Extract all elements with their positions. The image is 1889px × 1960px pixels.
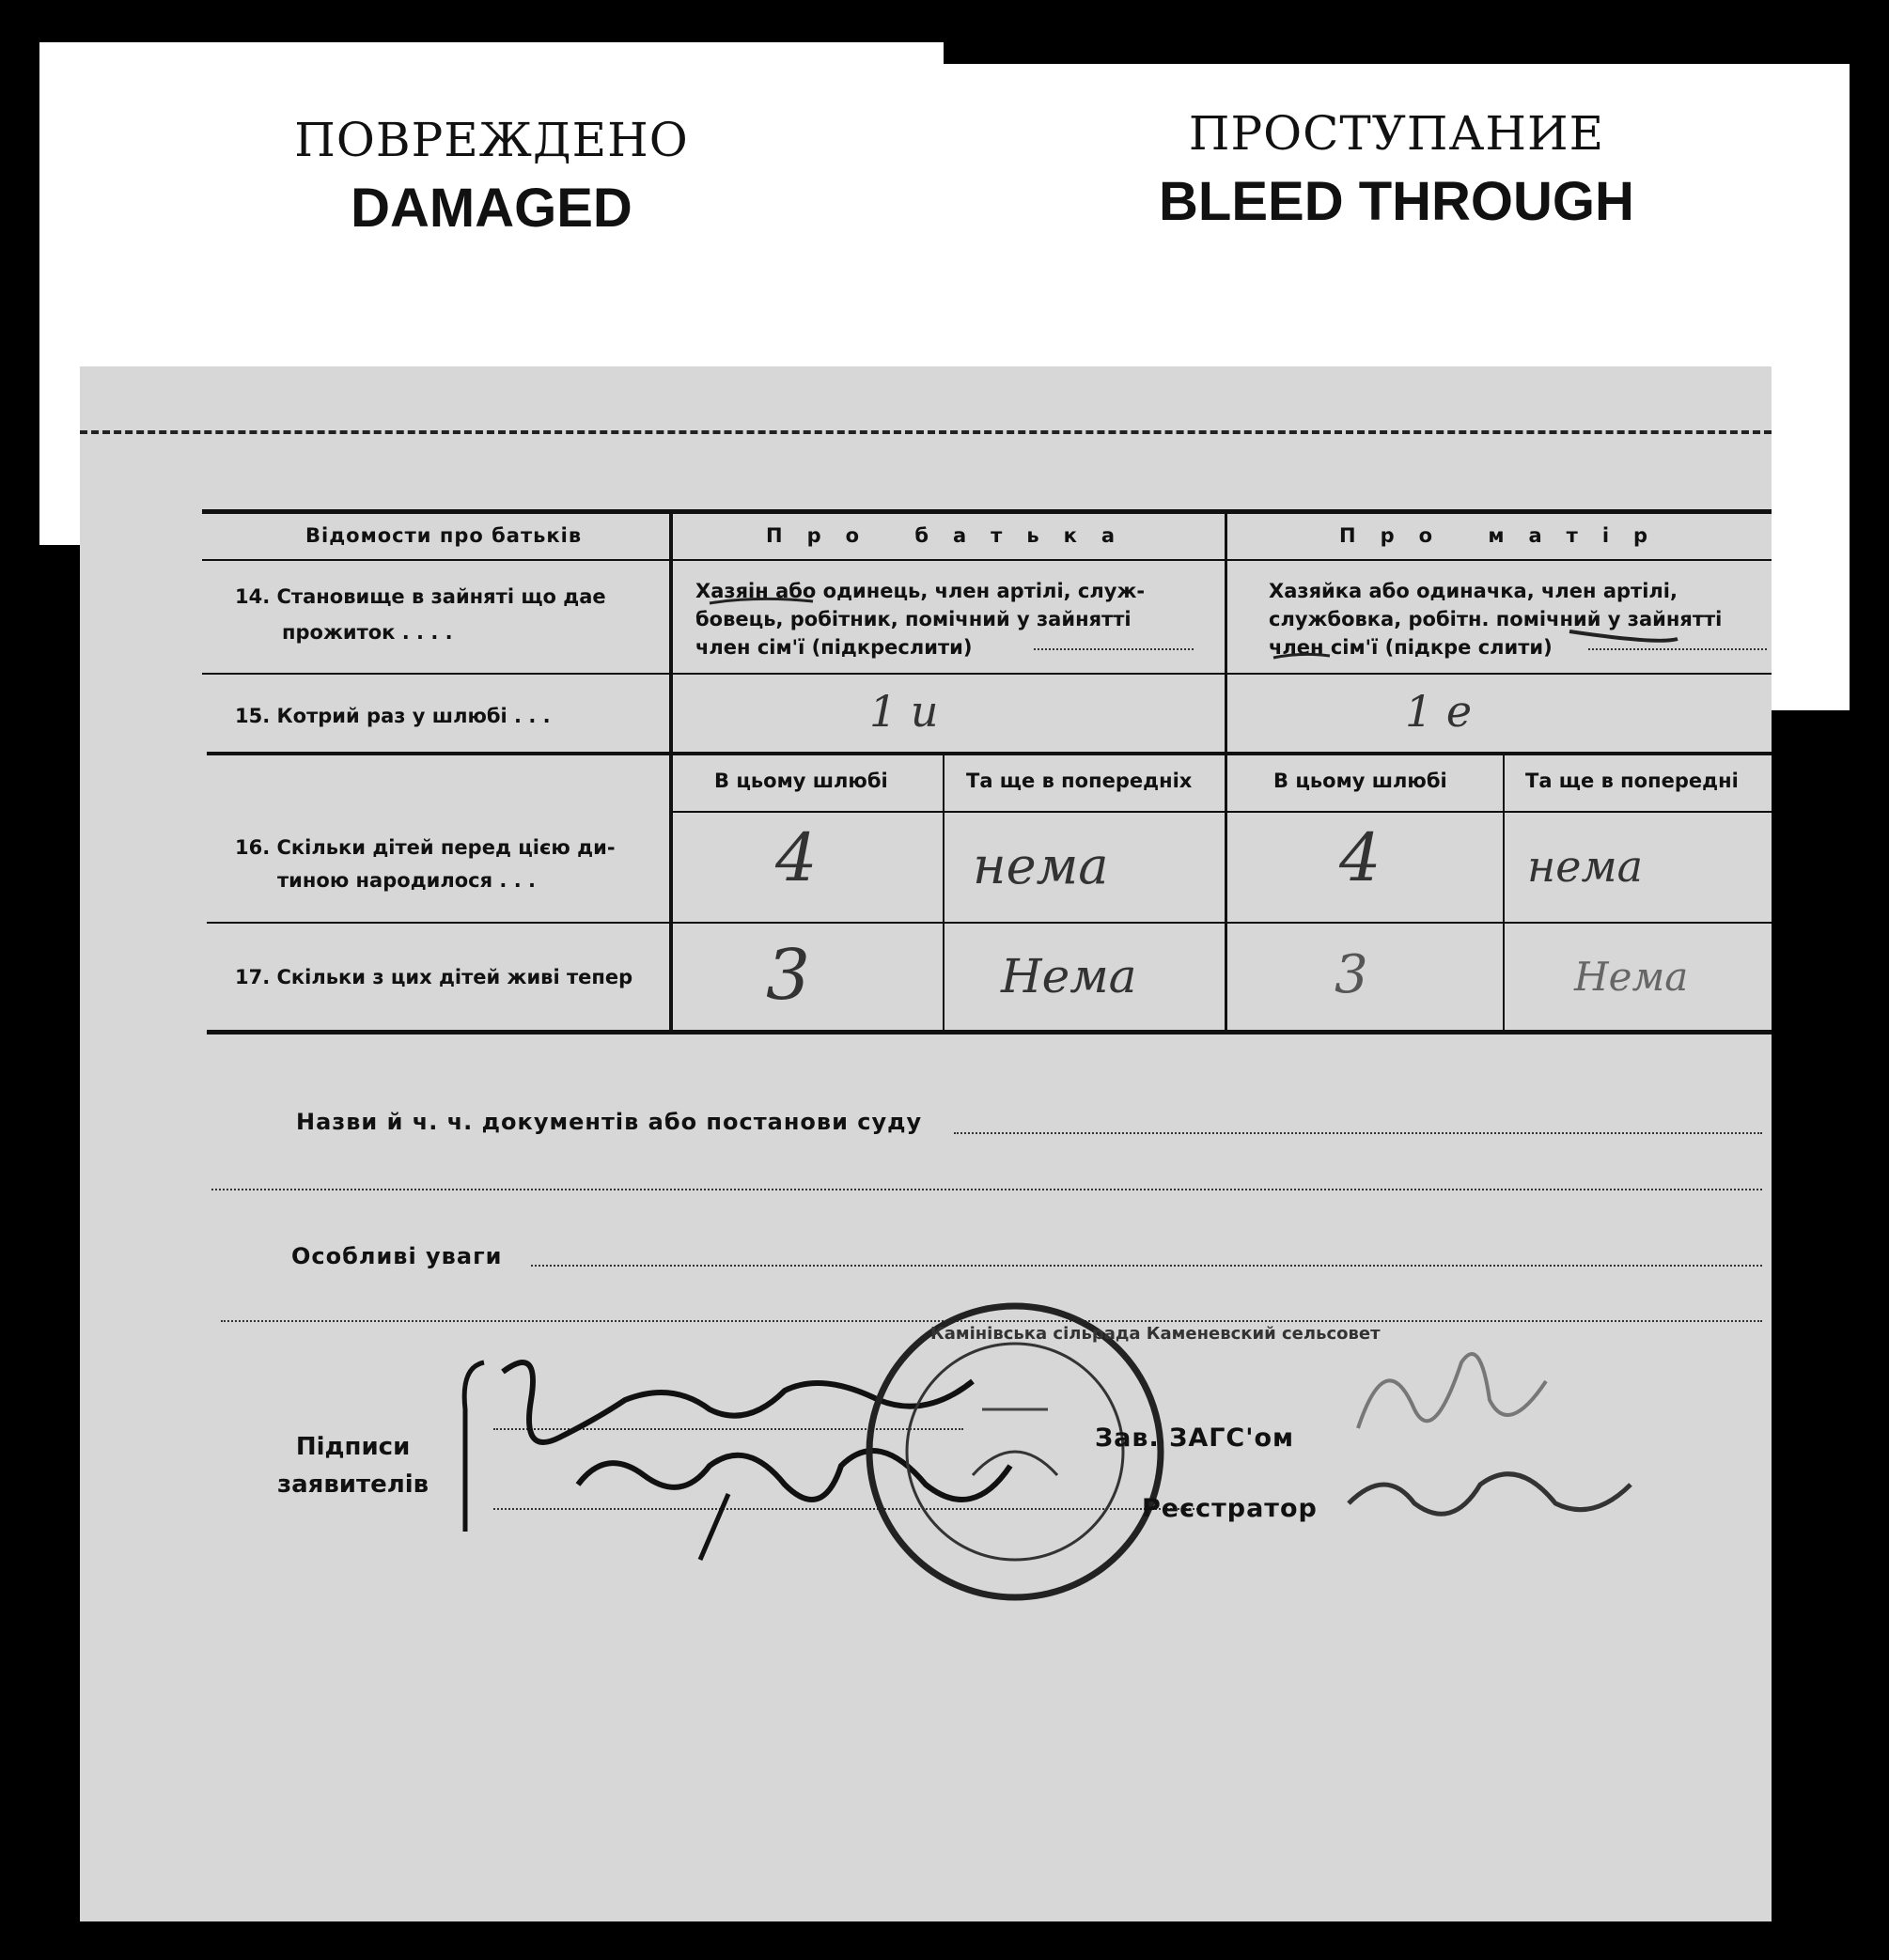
subheader-mother-this-marriage: В цьому шлюбі — [1273, 770, 1447, 792]
header-parents-info: Відомости про батьків — [305, 524, 583, 547]
row14-label-line1: 14. Становище в зайняті що дае — [235, 585, 606, 608]
row14-father-line3: член сім'ї (підкреслити) — [695, 636, 973, 659]
registrar-label: Реєстратор — [1142, 1494, 1318, 1523]
row14-father-line2: бовець, робітник, помічний у зайнятті — [695, 608, 1132, 630]
row14-mother-line2: службовка, робітн. помічний у зайнятті — [1269, 608, 1723, 630]
row14-mother-line1: Хазяйка або одиначка, член артілі, — [1269, 580, 1678, 602]
row17-father-previous: Нема — [1001, 949, 1137, 1003]
signatures-label — [277, 1428, 429, 1503]
row16-father-this: 4 — [775, 819, 818, 896]
row16-father-previous: нема — [973, 836, 1109, 895]
row17-mother-this: 3 — [1335, 944, 1368, 1005]
row15-father-value: 1 и — [869, 686, 939, 737]
row16-label-line1: 16. Скільки дітей перед цією ди- — [235, 836, 616, 859]
documents-dots-2 — [211, 1189, 1762, 1190]
col-divider-3 — [943, 752, 944, 1033]
official-signatures-handwriting — [1330, 1325, 1725, 1532]
stamp-text: Камінівська сільрада Каменевский сельсовет — [930, 1324, 1381, 1344]
notes-label: Особливі уваги — [291, 1243, 503, 1269]
documents-dots-1 — [954, 1132, 1762, 1134]
subheader-father-previous: Та ще в попередніх — [966, 770, 1193, 792]
table-bottom-rule — [207, 1030, 1772, 1034]
row17-mother-previous: Нема — [1574, 954, 1689, 1000]
damaged-label-en: DAMAGED — [351, 178, 632, 239]
row14-father-line1: Хазяін або одинець, член артілі, служ- — [695, 580, 1146, 602]
col-divider-4 — [1503, 752, 1505, 1033]
row15-rule — [207, 752, 1772, 755]
signatures-label-line1: Підписи — [295, 1433, 411, 1461]
row15-mother-value: 1 е — [1405, 686, 1473, 737]
head-of-registry-label: Зав. ЗАГС'ом — [1095, 1423, 1295, 1453]
subheader-father-this-marriage: В цьому шлюбі — [714, 770, 888, 792]
row17-label: 17. Скільки з цих дітей живі тепер — [235, 966, 633, 988]
damaged-label-ru: ПОВРЕЖДЕНО — [294, 113, 689, 167]
notes-dots-1 — [531, 1265, 1762, 1267]
row14-mother-line3: член сім'ї (підкре слити) — [1269, 636, 1553, 659]
row14-label-line2: прожиток . . . . — [282, 621, 453, 644]
row16-mother-previous: нема — [1527, 841, 1644, 892]
row16-mother-this: 4 — [1339, 819, 1382, 896]
row15-label: 15. Котрий раз у шлюбі . . . — [235, 705, 551, 727]
row16-label-line2: тиною народилося . . . — [277, 869, 536, 892]
signatures-label-line2: заявителів — [277, 1470, 429, 1499]
documents-label: Назви й ч. ч. документів або постанови суду — [296, 1109, 923, 1135]
row17-father-this: 3 — [766, 935, 811, 1016]
header-father: Про батька — [766, 524, 1140, 547]
document-page — [80, 366, 1772, 1921]
row16-rule — [207, 922, 1772, 924]
subheader-rule — [672, 811, 1772, 813]
bleed-label-ru: ПРОСТУПАНИЕ — [1188, 106, 1605, 161]
bleed-label-en: BLEED THROUGH — [1159, 171, 1634, 232]
subheader-mother-previous: Та ще в попередні — [1525, 770, 1739, 792]
header-mother: Про матір — [1339, 524, 1673, 547]
